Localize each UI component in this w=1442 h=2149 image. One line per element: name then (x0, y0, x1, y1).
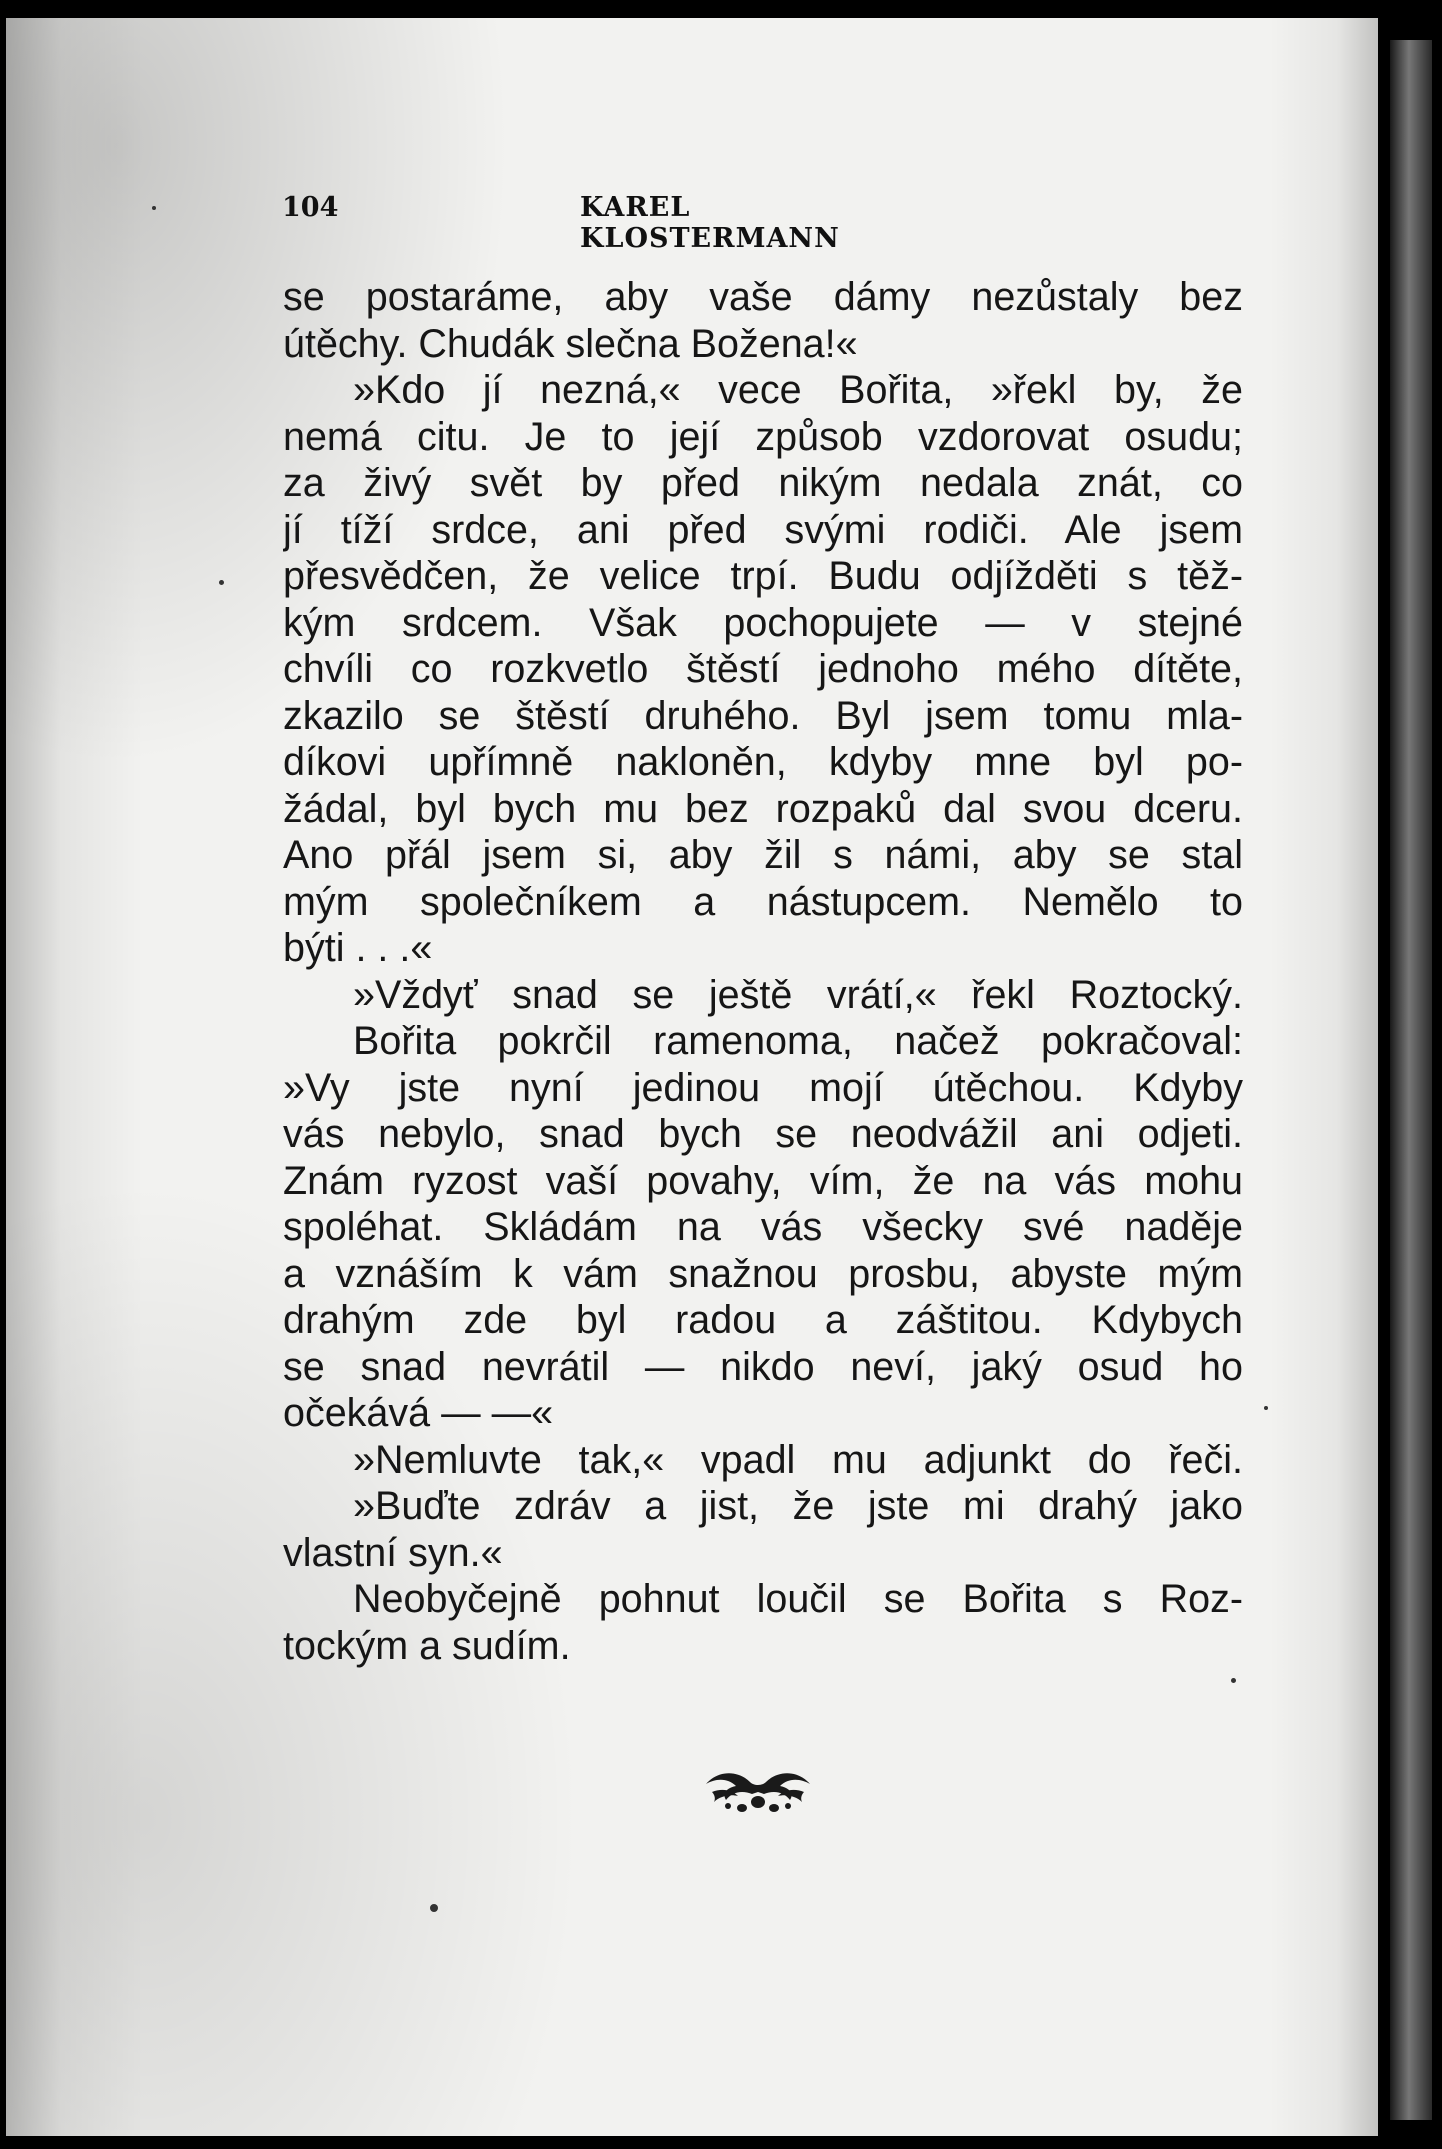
paper-speck (1264, 1406, 1268, 1410)
text-line: vlastní syn.« (283, 1530, 503, 1575)
text-line: Neobyčejně pohnut loučil se Bořita s Roz- (353, 1577, 1243, 1621)
text-line: očekává — —« (283, 1391, 554, 1435)
body-text (283, 274, 1243, 1669)
paper-sheet (6, 18, 1378, 2136)
text-line: útěchy. Chudák slečna Božena!« (283, 321, 858, 366)
book-edge (1390, 40, 1432, 2120)
paper-speck (219, 580, 224, 585)
paper-speck (1231, 1678, 1236, 1683)
text-line: zkazilo se štěstí druhého. Byl jsem tomu mla- (283, 693, 1243, 738)
paper-speck (430, 1904, 438, 1912)
text-line: a vznáším k vám snažnou prosbu, abyste mým (283, 1251, 1243, 1296)
text-line: drahým zde byl radou a záštitou. Kdybych (283, 1298, 1243, 1342)
text-line: žádal, byl bych mu bez rozpaků dal svou dceru. (283, 786, 1243, 831)
fleuron-ornament-icon (698, 1762, 818, 1818)
text-line: Ano přál jsem si, aby žil s námi, aby se stal (283, 833, 1243, 877)
text-line: Znám ryzost vaší povahy, vím, že na vás mohu (283, 1158, 1243, 1203)
text-line: jí tíží srdce, ani před svými rodiči. Ale jsem (283, 507, 1243, 552)
text-line: tockým a sudím. (283, 1623, 571, 1668)
text-line: Bořita pokrčil ramenoma, načež pokračoval: (353, 1019, 1243, 1063)
text-line: »Kdo jí nezná,« vece Bořita, »řekl by, že (353, 368, 1243, 412)
text-line: mým společníkem a nástupcem. Nemělo to (283, 879, 1243, 924)
text-line: se postaráme, aby vaše dámy nezůstaly bez (283, 275, 1243, 319)
text-line: za živý svět by před nikým nedala znát, co (283, 461, 1243, 505)
running-title: KAREL KLOSTERMANN (580, 192, 840, 254)
paper-speck (152, 206, 156, 210)
text-line: chvíli co rozkvetlo štěstí jednoho mého dítěte, (283, 647, 1243, 691)
text-line: »Nemluvte tak,« vpadl mu adjunkt do řeči. (353, 1437, 1243, 1482)
text-line: nemá citu. Je to její způsob vzdorovat osudu; (283, 414, 1243, 459)
text-line: spoléhat. Skládám na vás všecky své naděje (283, 1205, 1243, 1249)
text-line: »Vy jste nyní jedinou mojí útěchou. Kdyby (283, 1065, 1243, 1110)
running-head (282, 192, 958, 254)
text-line: díkovi upřímně nakloněn, kdyby mne byl po- (283, 740, 1243, 784)
text-line: »Vždyť snad se ještě vrátí,« řekl Roztocký. (353, 972, 1243, 1017)
page-number: 104 (282, 192, 339, 223)
text-line: přesvědčen, že velice trpí. Budu odjížděti s těž- (283, 554, 1243, 598)
text-line: se snad nevrátil — nikdo neví, jaký osud ho (283, 1344, 1243, 1389)
text-line: vás nebylo, snad bych se neodvážil ani odjeti. (283, 1112, 1243, 1156)
text-line: »Buďte zdráv a jist, že jste mi drahý jako (353, 1484, 1243, 1528)
text-line: kým srdcem. Však pochopujete — v stejné (283, 600, 1243, 645)
text-line: býti . . .« (283, 926, 433, 970)
